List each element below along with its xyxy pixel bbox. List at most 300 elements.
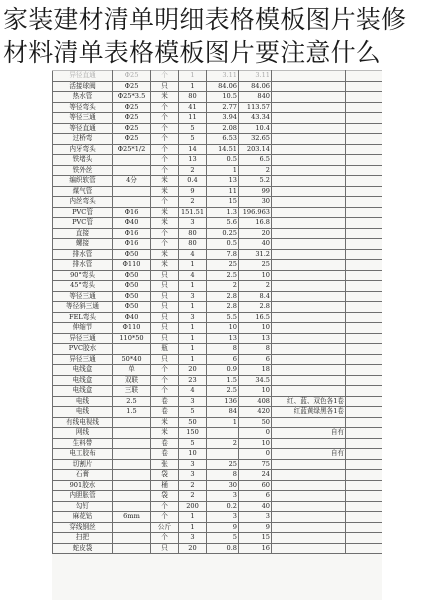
cell-empty [346,281,383,292]
cell-unit: 个 [151,134,179,145]
table-row [53,165,383,176]
cell-spec: 50*40 [113,354,151,365]
cell-empty [346,249,383,260]
cell-item-name: 伸缩节 [53,323,113,334]
cell-item-name: 电线盒 [53,365,113,376]
cell-unit-price: 1 [207,165,239,176]
table-row [53,228,383,239]
cell-remark [272,71,346,82]
cell-unit-price: 0.5 [207,155,239,166]
table-row [53,533,383,544]
cell-item-name: 穿线钢丝 [53,522,113,533]
cell-quantity: 23 [179,375,207,386]
cell-item-name: 生料带 [53,438,113,449]
table-row [53,197,383,208]
cell-item-name: 有线电视线 [53,417,113,428]
cell-quantity: 4 [179,270,207,281]
cell-unit: 个 [151,533,179,544]
cell-unit: 米 [151,260,179,271]
cell-quantity: 4 [179,386,207,397]
cell-spec [113,533,151,544]
cell-spec: Φ25 [113,81,151,92]
cell-spec: 4分 [113,176,151,187]
table-row [53,302,383,313]
table-row [53,417,383,428]
cell-spec [113,438,151,449]
cell-quantity: 1 [179,344,207,355]
cell-quantity: 3 [179,218,207,229]
cell-unit-price: 6 [207,354,239,365]
cell-unit: 米 [151,249,179,260]
table-row [53,522,383,533]
cell-empty [346,134,383,145]
cell-empty [346,144,383,155]
cell-quantity: 0.4 [179,176,207,187]
cell-quantity: 2 [179,165,207,176]
cell-remark [272,365,346,376]
cell-unit-price: 2.08 [207,123,239,134]
cell-unit: 个 [151,113,179,124]
cell-quantity: 5 [179,123,207,134]
cell-spec: Φ50 [113,270,151,281]
cell-unit: 袋 [151,491,179,502]
cell-remark [272,302,346,313]
cell-spec: 110*50 [113,333,151,344]
cell-amount: 99 [239,186,272,197]
table-row [53,438,383,449]
cell-amount: 16 [239,543,272,554]
cell-amount: 10.4 [239,123,272,134]
cell-amount: 24 [239,470,272,481]
cell-unit: 个 [151,144,179,155]
table-row [53,249,383,260]
cell-quantity: 3 [179,459,207,470]
cell-unit: 只 [151,323,179,334]
table-row [53,543,383,554]
cell-amount: 2.8 [239,302,272,313]
cell-item-name: 活接球阀 [53,81,113,92]
cell-remark [272,333,346,344]
cell-quantity: 11 [179,113,207,124]
cell-empty [346,354,383,365]
table-row [53,260,383,271]
cell-remark [272,386,346,397]
cell-empty [346,386,383,397]
cell-amount: 10 [239,323,272,334]
cell-quantity: 200 [179,501,207,512]
cell-amount: 20 [239,228,272,239]
cell-empty [346,365,383,376]
cell-amount: 10 [239,386,272,397]
cell-empty [346,375,383,386]
cell-spec: Φ25 [113,113,151,124]
cell-spec: 三联 [113,386,151,397]
cell-empty [346,218,383,229]
cell-quantity: 20 [179,365,207,376]
cell-empty [346,302,383,313]
cell-spec: Φ25 [113,134,151,145]
cell-unit-price: 14.51 [207,144,239,155]
cell-unit-price: 0.8 [207,543,239,554]
cell-empty [346,533,383,544]
cell-spec [113,417,151,428]
cell-empty [346,123,383,134]
table-row [53,155,383,166]
cell-quantity: 1 [179,333,207,344]
cell-spec: Φ25 [113,71,151,82]
cell-remark [272,123,346,134]
cell-remark [272,470,346,481]
cell-remark [272,512,346,523]
cell-unit-price: 1 [207,417,239,428]
title-line-2: 材料清单表格模板图片要注意什么 [3,38,382,67]
cell-remark [272,197,346,208]
cell-spec: Φ25 [113,102,151,113]
table-row [53,428,383,439]
cell-amount: 31.2 [239,249,272,260]
cell-amount: 408 [239,396,272,407]
cell-item-name: 电线盒 [53,375,113,386]
table-row [53,312,383,323]
cell-remark [272,323,346,334]
cell-item-name: 热水管 [53,92,113,103]
cell-item-name: 电线盒 [53,386,113,397]
cell-unit-price: 2.8 [207,302,239,313]
cell-remark: 红蓝黄绿黑各1卷 [272,407,346,418]
cell-quantity: 3 [179,533,207,544]
cell-spec: 6mm [113,512,151,523]
table-row [53,449,383,460]
cell-spec [113,155,151,166]
cell-item-name: 切割片 [53,459,113,470]
cell-empty [346,323,383,334]
cell-unit-price: 3 [207,491,239,502]
cell-quantity: 3 [179,470,207,481]
cell-quantity: 5 [179,438,207,449]
cell-empty [346,438,383,449]
table-row [53,81,383,92]
cell-empty [346,260,383,271]
cell-unit-price: 6.53 [207,134,239,145]
cell-empty [346,291,383,302]
cell-item-name: 蛇皮袋 [53,543,113,554]
cell-item-name: 异径直通 [53,71,113,82]
cell-spec [113,501,151,512]
cell-item-name: 过桥弯 [53,134,113,145]
cell-item-name: 内牙弯头 [53,144,113,155]
cell-unit-price: 1.5 [207,375,239,386]
cell-unit-price: 10 [207,323,239,334]
cell-empty [346,417,383,428]
cell-unit-price: 0.5 [207,239,239,250]
cell-unit-price: 3 [207,512,239,523]
cell-empty [346,470,383,481]
cell-unit: 卷 [151,396,179,407]
cell-unit: 米 [151,218,179,229]
cell-empty [346,102,383,113]
table-row [53,407,383,418]
cell-quantity: 1 [179,260,207,271]
table-row [53,239,383,250]
cell-empty [346,459,383,470]
cell-unit-price: 1.3 [207,207,239,218]
table-row [53,102,383,113]
cell-quantity: 150 [179,428,207,439]
table-row [53,375,383,386]
cell-amount: 5.2 [239,176,272,187]
cell-item-name: 电工胶布 [53,449,113,460]
cell-item-name: 等径直通 [53,123,113,134]
cell-remark [272,239,346,250]
cell-quantity: 20 [179,543,207,554]
cell-item-name: 电线 [53,407,113,418]
cell-amount: 203.14 [239,144,272,155]
cell-unit-price: 13 [207,176,239,187]
cell-spec [113,522,151,533]
cell-quantity: 1 [179,323,207,334]
cell-quantity: 3 [179,396,207,407]
title-line-1: 家装建材清单明细表格模板图片装修 [3,5,407,34]
cell-unit: 瓶 [151,344,179,355]
cell-unit-price: 3.11 [207,71,239,82]
cell-item-name: 铁外丝 [53,165,113,176]
cell-amount: 2 [239,281,272,292]
cell-empty [346,522,383,533]
table-row [53,459,383,470]
cell-remark [272,249,346,260]
cell-unit-price: 2.8 [207,291,239,302]
page-title [3,3,421,69]
cell-remark [272,344,346,355]
cell-item-name: 编织软管 [53,176,113,187]
table-row [53,344,383,355]
cell-quantity: 41 [179,102,207,113]
cell-quantity: 1 [179,512,207,523]
cell-amount: 18 [239,365,272,376]
cell-item-name: 45°弯头 [53,281,113,292]
cell-empty [346,207,383,218]
cell-empty [346,239,383,250]
cell-unit-price: 25 [207,459,239,470]
cell-spec: Φ25*1/2 [113,144,151,155]
cell-quantity: 1 [179,302,207,313]
cell-empty [346,71,383,82]
cell-empty [346,228,383,239]
cell-remark [272,438,346,449]
table-row [53,134,383,145]
cell-remark [272,155,346,166]
cell-remark [272,113,346,124]
cell-quantity: 3 [179,312,207,323]
cell-empty [346,186,383,197]
cell-empty [346,543,383,554]
cell-item-name: 异径三通 [53,333,113,344]
cell-unit: 个 [151,165,179,176]
cell-unit: 米 [151,186,179,197]
cell-remark [272,312,346,323]
cell-item-name: 内丝弯头 [53,197,113,208]
cell-amount: 40 [239,501,272,512]
cell-empty [346,344,383,355]
cell-quantity: 80 [179,239,207,250]
cell-unit-price: 3.94 [207,113,239,124]
cell-unit: 只 [151,312,179,323]
table-row [53,491,383,502]
cell-item-name: 排水管 [53,249,113,260]
table-row [53,270,383,281]
cell-unit: 个 [151,155,179,166]
cell-unit: 个 [151,239,179,250]
cell-amount: 16.8 [239,218,272,229]
cell-remark [272,543,346,554]
cell-quantity: 1 [179,71,207,82]
cell-unit: 卷 [151,438,179,449]
cell-remark [272,480,346,491]
table-row [53,291,383,302]
cell-item-name: 石膏 [53,470,113,481]
cell-unit: 个 [151,123,179,134]
cell-item-name: 麻花钻 [53,512,113,523]
cell-item-name: PVC胶水 [53,344,113,355]
cell-unit-price [207,428,239,439]
table-row [53,113,383,124]
cell-remark [272,417,346,428]
cell-empty [346,512,383,523]
cell-spec [113,197,151,208]
cell-unit-price: 0.9 [207,365,239,376]
cell-item-name: 异径三通 [53,354,113,365]
cell-empty [346,449,383,460]
cell-unit: 个 [151,375,179,386]
cell-amount: 420 [239,407,272,418]
cell-remark [272,207,346,218]
cell-remark [272,176,346,187]
table-row [53,333,383,344]
cell-remark [272,270,346,281]
cell-amount: 0 [239,449,272,460]
cell-quantity: 1 [179,281,207,292]
cell-spec [113,428,151,439]
cell-remark [272,491,346,502]
cell-remark [272,291,346,302]
table-row [53,281,383,292]
cell-unit: 米 [151,176,179,187]
cell-spec: 双联 [113,375,151,386]
cell-empty [346,501,383,512]
cell-unit-price: 9 [207,522,239,533]
cell-remark [272,354,346,365]
table-row [53,501,383,512]
cell-spec: Φ16 [113,207,151,218]
cell-quantity: 80 [179,228,207,239]
cell-remark: 自有 [272,449,346,460]
cell-empty [346,155,383,166]
cell-unit: 只 [151,270,179,281]
cell-item-name: 等径三通 [53,291,113,302]
table-row [53,176,383,187]
cell-unit: 只 [151,543,179,554]
cell-amount: 13 [239,333,272,344]
cell-spec [113,186,151,197]
cell-unit: 只 [151,291,179,302]
cell-unit-price: 0.2 [207,501,239,512]
cell-amount: 8 [239,344,272,355]
table-body [53,71,383,554]
cell-item-name: 等径斜三通 [53,302,113,313]
table-row [53,323,383,334]
cell-remark [272,134,346,145]
cell-quantity: 5 [179,134,207,145]
cell-spec [113,344,151,355]
cell-quantity: 1 [179,354,207,365]
cell-quantity: 80 [179,92,207,103]
cell-unit-price: 84.06 [207,81,239,92]
cell-unit: 只 [151,333,179,344]
cell-remark [272,81,346,92]
cell-unit: 个 [151,386,179,397]
table-row [53,354,383,365]
table-row [53,123,383,134]
cell-spec: Φ50 [113,302,151,313]
cell-amount: 196.963 [239,207,272,218]
cell-remark [272,218,346,229]
cell-remark: 自有 [272,428,346,439]
cell-remark [272,165,346,176]
cell-unit-price: 84 [207,407,239,418]
cell-spec [113,459,151,470]
cell-empty [346,165,383,176]
cell-amount: 16.5 [239,312,272,323]
cell-remark: 红、蓝、双色各1卷 [272,396,346,407]
cell-unit: 米 [151,207,179,218]
cell-spec [113,491,151,502]
cell-amount: 3.11 [239,71,272,82]
cell-unit-price: 5.5 [207,312,239,323]
cell-remark [272,144,346,155]
cell-amount: 113.57 [239,102,272,113]
cell-item-name: 电线 [53,396,113,407]
cell-spec [113,449,151,460]
cell-unit: 只 [151,281,179,292]
cell-amount: 40 [239,239,272,250]
cell-spec: Φ50 [113,291,151,302]
cell-item-name: 直接 [53,228,113,239]
cell-spec: Φ25 [113,123,151,134]
cell-unit-price: 5.6 [207,218,239,229]
cell-amount: 75 [239,459,272,470]
cell-unit-price: 7.8 [207,249,239,260]
cell-unit: 公斤 [151,522,179,533]
cell-empty [346,81,383,92]
cell-unit-price: 2.77 [207,102,239,113]
cell-unit-price: 30 [207,480,239,491]
table-row [53,92,383,103]
cell-unit-price: 8 [207,470,239,481]
cell-empty [346,197,383,208]
cell-item-name: 901胶水 [53,480,113,491]
cell-spec: Φ40 [113,218,151,229]
cell-spec: Φ50 [113,249,151,260]
cell-quantity: 3 [179,291,207,302]
cell-remark [272,102,346,113]
cell-item-name: 扫把 [53,533,113,544]
cell-quantity: 14 [179,144,207,155]
table-row [53,144,383,155]
cell-empty [346,176,383,187]
cell-empty [346,428,383,439]
cell-remark [272,375,346,386]
cell-spec: Φ50 [113,281,151,292]
